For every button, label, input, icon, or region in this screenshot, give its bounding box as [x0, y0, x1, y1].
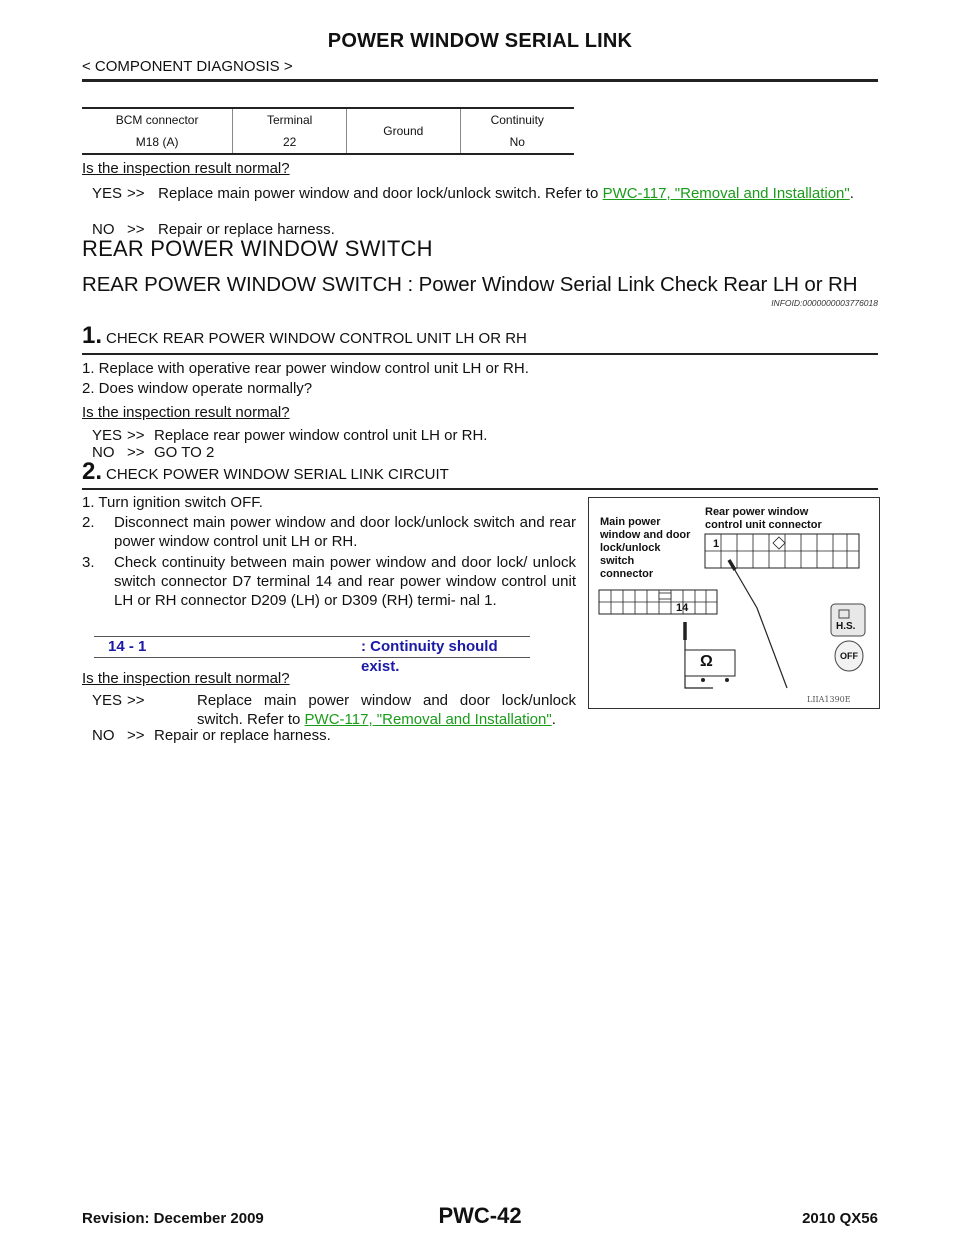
step2-yes: YES >> Replace main power window and door lock/unlock switch. Refer to PWC-117, "Removal and Installation".	[92, 692, 576, 728]
step2-item-1: 1. Turn ignition switch OFF.	[82, 494, 263, 511]
step1-item-2: 2. Does window operate normally?	[82, 380, 313, 397]
step2-heading: 2. CHECK POWER WINDOW SERIAL LINK CIRCUIT	[82, 458, 449, 485]
cell-terminal: 22	[233, 131, 347, 154]
off-badge-label: OFF	[840, 651, 858, 661]
cell-continuity: No	[460, 131, 574, 154]
inspection-question: Is the inspection result normal?	[82, 404, 290, 421]
breadcrumb: < COMPONENT DIAGNOSIS >	[82, 58, 293, 75]
intro-yes: YES >> Replace main power window and door lock/unlock switch. Refer to PWC-117, "Removal and Installation".	[92, 185, 854, 202]
pin-1: 1	[713, 538, 720, 550]
footer-model: 2010 QX56	[802, 1210, 878, 1227]
page-number: PWC-42	[438, 1203, 522, 1228]
continuity-spec: 14 - 1 : Continuity should exist.	[94, 636, 530, 658]
diagram-code: LIIA1390E	[807, 695, 851, 704]
page-title: POWER WINDOW SERIAL LINK	[327, 30, 633, 52]
pin-14: 14	[676, 602, 689, 614]
main-switch-connector	[599, 590, 717, 614]
label-main-switch: Main power window and door lock/unlock switch connector	[600, 516, 691, 580]
inspection-question: Is the inspection result normal?	[82, 160, 290, 177]
step1-yes: YES >> Replace rear power window control unit LH or RH.	[92, 427, 488, 444]
step1-heading: 1. CHECK REAR POWER WINDOW CONTROL UNIT LH OR RH	[82, 322, 527, 349]
info-id: INFOID:0000000003776018	[771, 298, 878, 308]
step1-rule	[82, 353, 878, 355]
section-subtitle: REAR POWER WINDOW SWITCH : Power Window Serial Link Check Rear LH or RH	[82, 273, 858, 296]
label-rear-unit: Rear power window control unit connector	[705, 506, 822, 531]
header-rule	[82, 79, 878, 82]
rear-control-unit-connector	[705, 534, 859, 568]
step2-item-3: 3. Check continuity between main power window and door lock/ unlock switch connector D7 terminal 14 and rear power window control unit LH or RH connector D209 (LH) or D309 (RH) termi- nal 1.	[82, 554, 576, 609]
bcm-continuity-table	[82, 107, 574, 155]
intro-no: NO >> Repair or replace harness.	[92, 221, 335, 238]
col-terminal: Terminal	[233, 108, 347, 131]
ohm-symbol: Ω	[700, 653, 713, 670]
step2-no: NO >> Repair or replace harness.	[92, 727, 331, 744]
section-title: REAR POWER WINDOW SWITCH	[82, 236, 433, 261]
continuity-diagram	[588, 497, 880, 709]
col-ground: Ground	[347, 108, 460, 154]
step2-item-2: 2. Disconnect main power window and door lock/unlock switch and rear power window control unit LH or RH.	[82, 514, 576, 550]
link-removal-installation[interactable]: PWC-117, "Removal and Installation"	[602, 185, 850, 202]
step2-rule	[82, 488, 878, 490]
step1-item-1: 1. Replace with operative rear power window control unit LH or RH.	[82, 360, 529, 377]
col-bcm-connector: BCM connector	[82, 108, 233, 131]
col-continuity: Continuity	[460, 108, 574, 131]
inspection-question: Is the inspection result normal?	[82, 670, 290, 687]
step1-no: NO >> GO TO 2	[92, 444, 215, 461]
hs-badge-label: H.S.	[836, 621, 856, 632]
cell-connector: M18 (A)	[82, 131, 233, 154]
link-removal-installation[interactable]: PWC-117, "Removal and Installation"	[304, 711, 552, 728]
footer-revision: Revision: December 2009	[82, 1210, 264, 1227]
